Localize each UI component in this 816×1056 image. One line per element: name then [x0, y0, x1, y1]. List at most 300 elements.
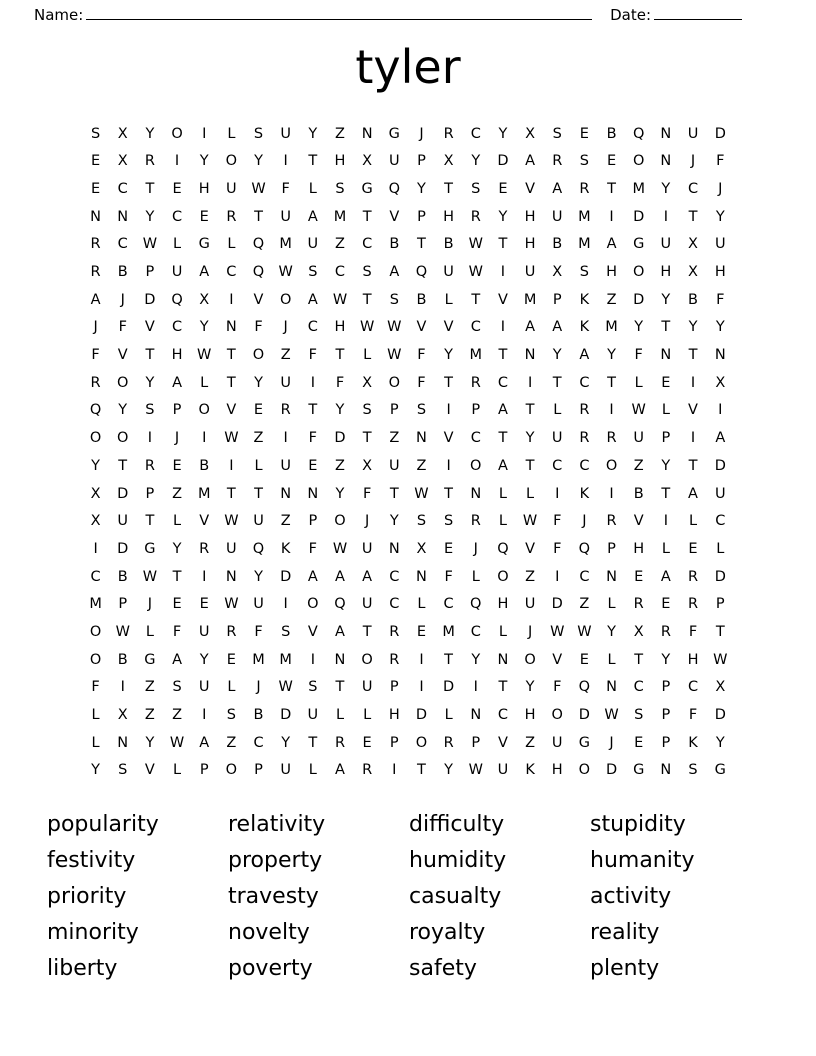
grid-cell[interactable]: T — [362, 430, 372, 447]
grid-cell[interactable]: D — [551, 596, 563, 613]
grid-cell[interactable]: U — [551, 430, 563, 447]
grid-cell[interactable]: Y — [199, 651, 209, 668]
grid-cell[interactable]: M — [578, 236, 591, 253]
grid-cell[interactable]: S — [552, 125, 562, 142]
grid-cell[interactable]: U — [660, 236, 672, 253]
grid-cell[interactable]: R — [579, 402, 590, 419]
grid-cell[interactable]: I — [690, 374, 696, 391]
grid-cell[interactable]: E — [444, 540, 454, 557]
grid-cell[interactable]: O — [415, 734, 428, 751]
grid-cell[interactable]: A — [606, 236, 617, 253]
grid-cell[interactable]: L — [688, 513, 698, 530]
grid-cell[interactable]: H — [714, 264, 726, 281]
grid-cell[interactable]: X — [633, 623, 644, 640]
grid-cell[interactable]: U — [714, 236, 726, 253]
word-list-item[interactable]: novelty — [228, 919, 310, 945]
grid-cell[interactable]: Q — [388, 180, 400, 197]
grid-cell[interactable]: K — [579, 319, 590, 336]
grid-cell[interactable]: P — [254, 762, 263, 779]
grid-cell[interactable]: W — [387, 347, 402, 364]
grid-cell[interactable]: D — [714, 568, 726, 585]
grid-cell[interactable]: C — [715, 513, 726, 530]
grid-cell[interactable]: Q — [415, 264, 428, 281]
grid-cell[interactable]: J — [174, 430, 180, 447]
grid-cell[interactable]: F — [417, 374, 426, 391]
grid-cell[interactable]: D — [714, 125, 726, 142]
grid-cell[interactable]: A — [307, 208, 318, 225]
grid-cell[interactable]: A — [199, 734, 210, 751]
grid-cell[interactable]: O — [89, 651, 102, 668]
grid-cell[interactable]: R — [226, 623, 237, 640]
grid-cell[interactable]: R — [687, 568, 699, 585]
grid-cell[interactable]: Y — [498, 125, 508, 142]
grid-cell[interactable]: U — [253, 596, 264, 613]
grid-cell[interactable]: P — [417, 153, 426, 170]
grid-cell[interactable]: I — [609, 402, 614, 419]
grid-cell[interactable]: R — [470, 374, 481, 391]
grid-cell[interactable]: A — [715, 430, 726, 447]
grid-cell[interactable]: L — [91, 734, 100, 751]
grid-cell[interactable]: H — [497, 596, 509, 613]
grid-cell[interactable]: I — [310, 374, 315, 391]
grid-cell[interactable]: T — [362, 623, 372, 640]
grid-cell[interactable]: T — [308, 153, 318, 170]
grid-cell[interactable]: H — [524, 707, 536, 724]
grid-cell[interactable]: L — [254, 457, 263, 474]
grid-cell[interactable]: P — [661, 707, 671, 724]
grid-cell[interactable]: U — [524, 264, 536, 281]
grid-cell[interactable]: I — [229, 457, 234, 474]
grid-cell[interactable]: G — [633, 236, 645, 253]
grid-cell[interactable]: Y — [389, 513, 399, 530]
grid-cell[interactable]: R — [633, 596, 644, 613]
grid-cell[interactable]: Y — [661, 180, 671, 197]
word-list-item[interactable]: liberty — [47, 955, 118, 981]
grid-cell[interactable]: P — [145, 485, 155, 502]
grid-cell[interactable]: S — [226, 707, 236, 724]
grid-cell[interactable]: U — [280, 374, 291, 391]
grid-cell[interactable]: J — [609, 734, 614, 751]
grid-cell[interactable]: L — [173, 762, 182, 779]
grid-cell[interactable]: W — [251, 180, 266, 197]
grid-cell[interactable]: F — [308, 347, 317, 364]
grid-cell[interactable]: B — [443, 236, 454, 253]
grid-cell[interactable]: C — [470, 125, 481, 142]
grid-cell[interactable]: D — [633, 208, 645, 225]
grid-cell[interactable]: U — [551, 734, 563, 751]
word-list-item[interactable]: plenty — [590, 955, 660, 981]
grid-cell[interactable]: E — [579, 651, 589, 668]
grid-cell[interactable]: I — [229, 291, 234, 308]
grid-cell[interactable]: W — [224, 430, 239, 447]
grid-cell[interactable]: I — [120, 679, 125, 696]
grid-cell[interactable]: Y — [91, 762, 100, 779]
grid-cell[interactable]: E — [253, 402, 264, 419]
grid-cell[interactable]: Y — [661, 651, 671, 668]
grid-cell[interactable]: N — [660, 125, 672, 142]
grid-cell[interactable]: T — [688, 457, 698, 474]
grid-cell[interactable]: A — [579, 347, 590, 364]
grid-cell[interactable]: T — [226, 347, 236, 364]
grid-cell[interactable]: X — [199, 291, 210, 308]
grid-cell[interactable]: Y — [661, 291, 671, 308]
grid-cell[interactable]: B — [199, 457, 210, 474]
grid-cell[interactable]: E — [362, 734, 372, 751]
grid-cell[interactable]: O — [551, 707, 563, 724]
grid-cell[interactable]: B — [416, 291, 427, 308]
grid-cell[interactable]: C — [90, 568, 101, 585]
grid-cell[interactable]: I — [419, 651, 424, 668]
grid-cell[interactable]: C — [579, 457, 590, 474]
grid-cell[interactable]: T — [525, 402, 535, 419]
word-search-grid[interactable] — [82, 120, 734, 785]
grid-cell[interactable]: N — [388, 540, 400, 557]
grid-cell[interactable]: M — [279, 651, 292, 668]
grid-cell[interactable]: P — [389, 402, 399, 419]
grid-cell[interactable]: C — [171, 319, 183, 336]
grid-cell[interactable]: G — [144, 651, 156, 668]
grid-cell[interactable]: R — [443, 734, 454, 751]
grid-cell[interactable]: T — [444, 374, 454, 391]
grid-cell[interactable]: Q — [497, 540, 509, 557]
grid-cell[interactable]: I — [663, 513, 668, 530]
grid-cell[interactable]: Z — [633, 457, 644, 474]
grid-cell[interactable]: R — [280, 402, 291, 419]
grid-cell[interactable]: L — [526, 485, 535, 502]
word-list-item[interactable]: travesty — [228, 883, 319, 909]
grid-cell[interactable]: T — [471, 291, 481, 308]
grid-cell[interactable]: Q — [578, 679, 591, 696]
grid-cell[interactable]: I — [283, 596, 288, 613]
grid-cell[interactable]: T — [444, 485, 454, 502]
grid-cell[interactable]: S — [172, 679, 182, 696]
grid-cell[interactable]: T — [145, 347, 155, 364]
grid-cell[interactable]: J — [256, 679, 261, 696]
grid-cell[interactable]: F — [634, 347, 643, 364]
grid-cell[interactable]: F — [91, 679, 100, 696]
grid-cell[interactable]: A — [660, 568, 671, 585]
grid-cell[interactable]: T — [634, 651, 644, 668]
grid-cell[interactable]: O — [497, 568, 509, 585]
grid-cell[interactable]: F — [254, 623, 263, 640]
grid-cell[interactable]: E — [688, 540, 698, 557]
grid-cell[interactable]: D — [714, 707, 726, 724]
grid-cell[interactable]: T — [254, 485, 263, 502]
grid-cell[interactable]: L — [417, 596, 426, 613]
grid-cell[interactable]: H — [551, 762, 563, 779]
grid-cell[interactable]: T — [498, 430, 508, 447]
grid-cell[interactable]: T — [498, 236, 508, 253]
grid-cell[interactable]: A — [525, 319, 536, 336]
grid-cell[interactable]: Z — [172, 485, 183, 502]
grid-cell[interactable]: W — [414, 485, 429, 502]
name-blank-line[interactable] — [86, 6, 592, 20]
grid-cell[interactable]: O — [470, 457, 482, 474]
grid-cell[interactable]: Y — [552, 347, 562, 364]
grid-cell[interactable]: X — [688, 236, 698, 253]
grid-cell[interactable]: R — [470, 513, 481, 530]
grid-cell[interactable]: L — [661, 402, 670, 419]
grid-cell[interactable]: S — [90, 125, 101, 142]
grid-cell[interactable]: S — [444, 513, 454, 530]
grid-cell[interactable]: T — [444, 651, 454, 668]
grid-cell[interactable]: U — [226, 540, 237, 557]
grid-cell[interactable]: R — [660, 623, 671, 640]
grid-cell[interactable]: I — [500, 319, 506, 336]
grid-cell[interactable]: E — [199, 208, 209, 225]
grid-cell[interactable]: K — [579, 291, 590, 308]
grid-cell[interactable]: Y — [254, 568, 263, 585]
grid-cell[interactable]: N — [416, 568, 427, 585]
grid-cell[interactable]: R — [579, 430, 590, 447]
grid-cell[interactable]: N — [714, 347, 726, 364]
grid-cell[interactable]: I — [202, 125, 207, 142]
grid-cell[interactable]: D — [144, 291, 156, 308]
grid-cell[interactable]: Y — [661, 457, 671, 474]
grid-cell[interactable]: V — [226, 402, 237, 419]
grid-cell[interactable]: U — [524, 596, 536, 613]
grid-cell[interactable]: T — [444, 180, 454, 197]
grid-cell[interactable]: X — [715, 679, 726, 696]
grid-cell[interactable]: Y — [145, 374, 155, 391]
grid-cell[interactable]: M — [605, 319, 618, 336]
grid-cell[interactable]: C — [687, 180, 699, 197]
grid-cell[interactable]: F — [444, 568, 453, 585]
grid-cell[interactable]: X — [362, 153, 373, 170]
grid-cell[interactable]: F — [118, 319, 127, 336]
grid-cell[interactable]: U — [443, 264, 454, 281]
grid-cell[interactable]: K — [280, 540, 291, 557]
grid-cell[interactable]: S — [634, 707, 644, 724]
grid-cell[interactable]: U — [551, 208, 563, 225]
grid-cell[interactable]: O — [225, 762, 238, 779]
word-list-item[interactable]: stupidity — [590, 811, 686, 837]
grid-cell[interactable]: P — [661, 430, 671, 447]
grid-cell[interactable]: B — [606, 125, 617, 142]
grid-cell[interactable]: E — [606, 153, 617, 170]
grid-cell[interactable]: T — [362, 291, 372, 308]
grid-cell[interactable]: T — [715, 623, 725, 640]
grid-cell[interactable]: I — [555, 568, 560, 585]
grid-cell[interactable]: V — [633, 513, 644, 530]
grid-cell[interactable]: V — [497, 291, 508, 308]
grid-cell[interactable]: R — [470, 208, 481, 225]
grid-cell[interactable]: E — [308, 457, 318, 474]
grid-cell[interactable]: A — [172, 374, 182, 391]
grid-cell[interactable]: F — [553, 513, 562, 530]
grid-cell[interactable]: E — [498, 180, 508, 197]
grid-cell[interactable]: Z — [335, 457, 345, 474]
grid-cell[interactable]: C — [633, 679, 644, 696]
grid-cell[interactable]: P — [417, 208, 426, 225]
grid-cell[interactable]: F — [91, 347, 100, 364]
grid-cell[interactable]: C — [226, 264, 237, 281]
grid-cell[interactable]: A — [552, 180, 563, 197]
grid-cell[interactable]: A — [525, 153, 536, 170]
grid-cell[interactable]: W — [169, 734, 185, 751]
grid-cell[interactable]: A — [199, 264, 210, 281]
word-list-item[interactable]: casualty — [409, 883, 502, 909]
grid-cell[interactable]: L — [498, 485, 507, 502]
grid-cell[interactable]: U — [388, 457, 400, 474]
grid-cell[interactable]: I — [527, 374, 533, 391]
grid-cell[interactable]: Z — [579, 596, 590, 613]
grid-cell[interactable]: S — [389, 291, 399, 308]
grid-cell[interactable]: C — [334, 264, 346, 281]
grid-cell[interactable]: F — [553, 540, 562, 557]
grid-cell[interactable]: D — [117, 485, 129, 502]
grid-cell[interactable]: Q — [632, 125, 645, 142]
grid-cell[interactable]: L — [91, 707, 100, 724]
grid-cell[interactable]: P — [471, 402, 481, 419]
grid-cell[interactable]: R — [334, 734, 346, 751]
grid-cell[interactable]: X — [443, 153, 454, 170]
grid-cell[interactable]: I — [392, 762, 397, 779]
grid-cell[interactable]: L — [173, 513, 182, 530]
grid-cell[interactable]: Y — [444, 347, 454, 364]
grid-cell[interactable]: N — [117, 208, 129, 225]
grid-cell[interactable]: O — [279, 291, 292, 308]
grid-cell[interactable]: P — [552, 291, 562, 308]
grid-cell[interactable]: C — [579, 374, 590, 391]
grid-cell[interactable]: W — [631, 402, 646, 419]
grid-cell[interactable]: E — [634, 734, 644, 751]
grid-cell[interactable]: N — [660, 347, 672, 364]
grid-cell[interactable]: A — [552, 319, 563, 336]
grid-cell[interactable]: L — [661, 540, 670, 557]
grid-cell[interactable]: J — [582, 513, 587, 530]
grid-cell[interactable]: W — [468, 236, 483, 253]
grid-cell[interactable]: N — [606, 679, 617, 696]
grid-cell[interactable]: V — [552, 651, 563, 668]
grid-cell[interactable]: N — [307, 485, 319, 502]
grid-cell[interactable]: L — [363, 707, 372, 724]
date-blank-line[interactable] — [654, 6, 742, 20]
grid-cell[interactable]: M — [469, 347, 483, 364]
word-list-item[interactable]: poverty — [228, 955, 313, 981]
grid-cell[interactable]: X — [362, 374, 373, 391]
grid-cell[interactable]: P — [715, 596, 725, 613]
grid-cell[interactable]: T — [661, 319, 671, 336]
grid-cell[interactable]: N — [660, 762, 672, 779]
grid-cell[interactable]: S — [416, 402, 427, 419]
grid-cell[interactable]: W — [577, 623, 592, 640]
grid-cell[interactable]: L — [227, 236, 236, 253]
grid-cell[interactable]: W — [142, 568, 158, 585]
grid-cell[interactable]: I — [147, 430, 153, 447]
grid-cell[interactable]: Y — [607, 347, 616, 364]
grid-cell[interactable]: Y — [308, 125, 318, 142]
grid-cell[interactable]: T — [525, 457, 535, 474]
grid-cell[interactable]: H — [443, 208, 455, 225]
grid-cell[interactable]: N — [660, 153, 672, 170]
grid-cell[interactable]: N — [470, 707, 482, 724]
grid-cell[interactable]: P — [661, 734, 671, 751]
grid-cell[interactable]: F — [308, 430, 317, 447]
grid-cell[interactable]: R — [389, 651, 400, 668]
grid-cell[interactable]: Y — [715, 208, 725, 225]
grid-cell[interactable]: W — [224, 513, 239, 530]
grid-cell[interactable]: Y — [688, 319, 698, 336]
grid-cell[interactable]: M — [523, 291, 537, 308]
grid-cell[interactable]: Y — [607, 623, 616, 640]
grid-cell[interactable]: C — [470, 430, 481, 447]
grid-cell[interactable]: T — [607, 374, 616, 391]
grid-cell[interactable]: I — [473, 679, 478, 696]
grid-cell[interactable]: A — [362, 568, 373, 585]
grid-cell[interactable]: Q — [252, 264, 265, 281]
grid-cell[interactable]: L — [308, 180, 317, 197]
grid-cell[interactable]: S — [145, 402, 155, 419]
grid-cell[interactable]: U — [280, 457, 291, 474]
grid-cell[interactable]: J — [283, 319, 288, 336]
grid-cell[interactable]: P — [389, 734, 399, 751]
grid-cell[interactable]: S — [308, 679, 318, 696]
grid-cell[interactable]: Z — [280, 513, 291, 530]
grid-cell[interactable]: U — [171, 264, 183, 281]
grid-cell[interactable]: U — [633, 430, 645, 447]
grid-cell[interactable]: Z — [253, 430, 264, 447]
grid-cell[interactable]: W — [115, 623, 130, 640]
grid-cell[interactable]: P — [389, 679, 399, 696]
grid-cell[interactable]: M — [578, 208, 591, 225]
grid-cell[interactable]: X — [715, 374, 726, 391]
grid-cell[interactable]: R — [90, 264, 101, 281]
grid-cell[interactable]: V — [443, 430, 454, 447]
grid-cell[interactable]: R — [144, 457, 155, 474]
grid-cell[interactable]: Q — [252, 236, 265, 253]
grid-cell[interactable]: J — [527, 623, 533, 640]
grid-cell[interactable]: S — [579, 264, 589, 281]
grid-cell[interactable]: T — [308, 734, 318, 751]
grid-cell[interactable]: J — [365, 513, 370, 530]
grid-cell[interactable]: C — [307, 319, 318, 336]
grid-cell[interactable]: L — [716, 540, 725, 557]
grid-cell[interactable]: B — [253, 707, 264, 724]
grid-cell[interactable]: Y — [715, 734, 725, 751]
grid-cell[interactable]: O — [89, 623, 102, 640]
grid-cell[interactable]: A — [497, 402, 508, 419]
grid-cell[interactable]: D — [117, 540, 129, 557]
grid-cell[interactable]: R — [579, 180, 590, 197]
word-list-item[interactable]: relativity — [228, 811, 326, 837]
grid-cell[interactable]: R — [443, 125, 454, 142]
grid-cell[interactable]: Z — [172, 707, 183, 724]
grid-cell[interactable]: T — [335, 347, 345, 364]
grid-cell[interactable]: U — [361, 679, 373, 696]
grid-cell[interactable]: W — [278, 679, 293, 696]
grid-cell[interactable]: I — [718, 402, 723, 419]
grid-cell[interactable]: Y — [335, 402, 345, 419]
grid-cell[interactable]: E — [172, 457, 182, 474]
grid-cell[interactable]: Y — [417, 180, 426, 197]
grid-cell[interactable]: U — [280, 208, 291, 225]
grid-cell[interactable]: V — [688, 402, 698, 419]
grid-cell[interactable]: O — [632, 153, 645, 170]
grid-cell[interactable]: T — [661, 485, 671, 502]
grid-cell[interactable]: C — [171, 208, 183, 225]
grid-cell[interactable]: B — [117, 264, 128, 281]
grid-cell[interactable]: Y — [281, 734, 291, 751]
grid-cell[interactable]: E — [172, 180, 182, 197]
grid-cell[interactable]: F — [716, 153, 725, 170]
grid-cell[interactable]: A — [307, 291, 318, 308]
grid-cell[interactable]: C — [117, 236, 128, 253]
grid-cell[interactable]: N — [280, 485, 292, 502]
grid-cell[interactable]: G — [388, 125, 400, 142]
grid-cell[interactable]: C — [497, 374, 508, 391]
word-list-item[interactable]: safety — [409, 955, 477, 981]
